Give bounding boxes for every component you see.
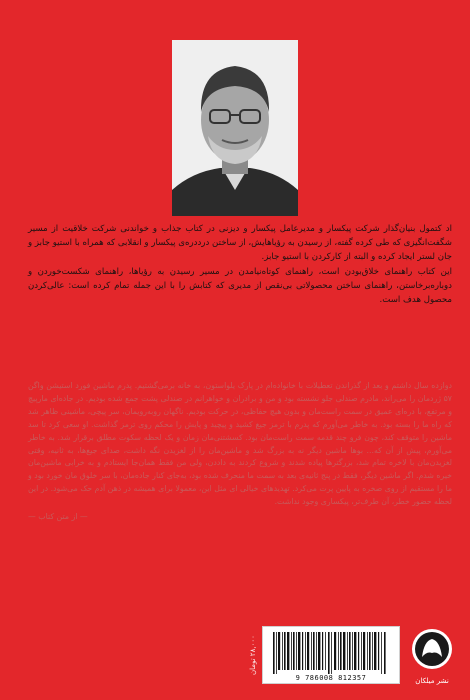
author-portrait-illustration	[172, 40, 298, 216]
publisher-name: نشر میلکان	[415, 677, 449, 685]
excerpt-source: — از متن کتاب —	[28, 512, 88, 522]
author-bio	[28, 222, 452, 307]
bio-paragraph-2: این کتاب راهنمای خلاق‌بودن است، راهنمای کوتاه‌نیامدن در مسیر رسیدن به رؤیاها، راهنمای شکست‌خوردن و دوباره‌برخاستن، راهنمای ساختن محصولاتی بی‌نقص از مدیری که کتابش را با این جمله تمام کرده است: عالی‌کردن محصول هدف است.	[28, 266, 452, 306]
barcode-bars	[263, 630, 399, 676]
publisher-logo	[410, 627, 454, 685]
isbn-digits: 9 786008 812357	[295, 674, 367, 682]
author-photo	[172, 40, 298, 216]
excerpt-text: دوازده سال داشتم و بعد از گذراندن تعطیلات با خانواده‌ام در پارک یلواستون، به خانه برمی‌گشتیم. پدرم ماشین فورد استیشن واگن ۵۷ ژردمان را می‌راند، مادرم صندلی جلو نشسته بود و من و برادران و خواهرانم در صندلی پشت جمع شده بودیم. در جاده‌ای مارپیچ و مرتفع، با دره‌ای عمیق در سمت راست‌مان و بدون هیچ حفاظی، در حرکت بودیم. ناگهان روبه‌رویمان، سر پیچی، ماشینی ظاهر شد که راه ما را بسته بود. به خاطر می‌آورم که پدرم با ترمز جیغ کشید و پیچید و پایش را محکم روی ترمز گذاشت. او سعی کرد تا سد ماشین را متوقف کند، چون فرو چند قدمه سمت راست‌مان بود. کسشتنی‌مان زمان و یک لحظه سکوت مطلق برقرار شد. به خاطر می‌آورم، پیش از آن که... بوها ماشین دیگر نه به بزرگ شد و ماشین‌مان را از لغزیدن نگه داشت، صدای جیغ‌ها، به ثانیه، وقتی لغزیدن‌مان با لاخره تمام شد، بزرگترها پیاده شدند و شروع کردند به داددن، ولی من فقط همان‌جا ایستادم و به خرابی ماشین‌مان خیره شدم. اگر ماشین دیگر، فقط در پنج ثانیه‌ی بعد به سمت ما منحرف شده بود، به‌جای کنار جاده‌مان، با سر خلوق مان خورد بود و ما را مستقیم از روی صخره به پایین پرت می‌کرد. تهدیدهای خیالی ای مثل این، معمولا برای همیشه در ذهن آدم حک می‌شود. در این لحظه حضور خطر، آن طرف‌تر، پیکساری وجود نداشت.	[28, 381, 452, 507]
isbn-barcode	[262, 626, 400, 684]
book-excerpt	[28, 380, 452, 524]
publisher-mark-icon	[410, 627, 454, 673]
bio-paragraph-1: اد کتمول بنیان‌گذار شرکت پیکسار و مدیرعامل پیکسار و دیزنی در کتاب جذاب و خواندنی شرکت خلاقیت از مسیر شگفت‌انگیزی که طی کرده گفته، از رسیدن به رؤیاهایش، از ساختن درددره‌ی پیکسار و انقلابی که همراه با استیو جابز و جان لستر ایجاد کرده و البته از کارکردن با استیو جابز.	[28, 224, 452, 263]
price-label: ۲۸,۰۰۰ تومان	[249, 635, 257, 675]
